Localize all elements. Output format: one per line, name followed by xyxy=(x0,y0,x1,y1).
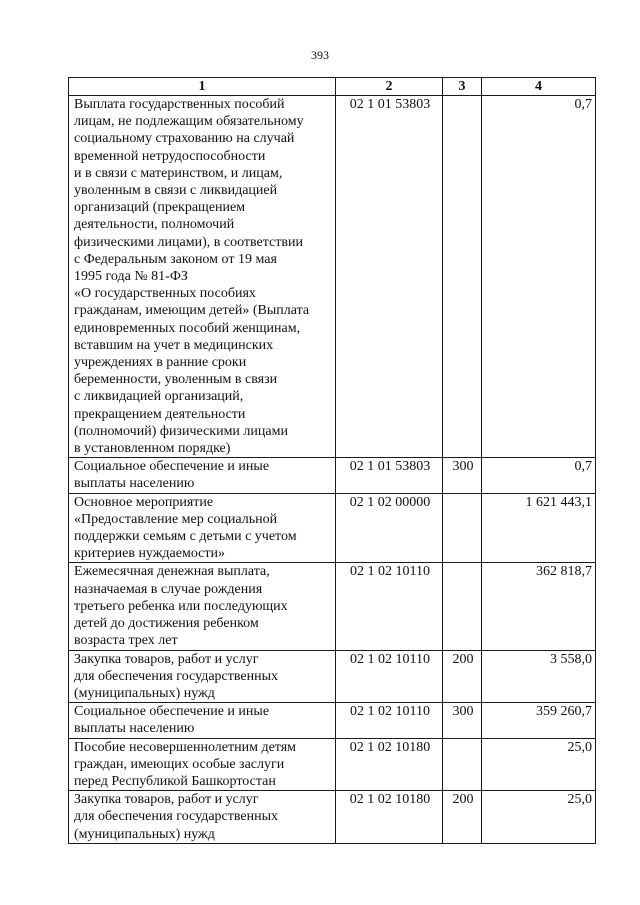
table-row xyxy=(69,738,596,791)
row-amount: 25,0 xyxy=(482,791,596,844)
row-code: 02 1 01 53803 xyxy=(336,96,443,458)
row-name: Основное мероприятие «Предоставление мер социальной поддержки семьям с детьми с учетом критериев нуждаемости» xyxy=(69,493,336,563)
row-code: 02 1 02 10110 xyxy=(336,563,443,650)
row-code: 02 1 02 10110 xyxy=(336,650,443,703)
row-amount: 359 260,7 xyxy=(482,703,596,738)
row-expense-type: 300 xyxy=(443,703,482,738)
header-col-4: 4 xyxy=(482,78,596,96)
row-amount: 0,7 xyxy=(482,458,596,493)
row-name: Выплата государственных пособий лицам, не подлежащим обязательному социальному страхованию на случай временной нетрудоспособности и в связи с материнством, и лицам, уволенным в связи с ликвидацией организаций (прекращением деятельности, полномочий физическими лицами), в соответствии с Федеральным законом от 19 мая 1995 года № 81-ФЗ «О государственных пособиях гражданам, имеющим детей» (Выплата единовременных пособий женщинам, вставшим на учет в медицинских учреждениях в ранние сроки беременности, уволенным в связи с ликвидацией организаций, прекращением деятельности (полномочий) физическими лицами в установленном порядке) xyxy=(69,96,336,458)
row-name: Закупка товаров, работ и услуг для обеспечения государственных (муниципальных) нужд xyxy=(69,791,336,844)
row-name: Ежемесячная денежная выплата, назначаемая в случае рождения третьего ребенка или последующих детей до достижения ребенком возраста трех лет xyxy=(69,563,336,650)
table-row xyxy=(69,791,596,844)
row-expense-type: 200 xyxy=(443,650,482,703)
row-amount: 362 818,7 xyxy=(482,563,596,650)
budget-table xyxy=(68,77,596,844)
page-number: 393 xyxy=(311,48,329,62)
row-name: Социальное обеспечение и иные выплаты населению xyxy=(69,458,336,493)
table-row xyxy=(69,650,596,703)
table-row xyxy=(69,493,596,563)
header-col-1: 1 xyxy=(69,78,336,96)
row-name: Закупка товаров, работ и услуг для обеспечения государственных (муниципальных) нужд xyxy=(69,650,336,703)
row-amount: 25,0 xyxy=(482,738,596,791)
table-row xyxy=(69,563,596,650)
table-row xyxy=(69,703,596,738)
row-amount: 1 621 443,1 xyxy=(482,493,596,563)
row-expense-type xyxy=(443,493,482,563)
row-expense-type: 200 xyxy=(443,791,482,844)
row-code: 02 1 02 10180 xyxy=(336,791,443,844)
header-col-3: 3 xyxy=(443,78,482,96)
row-code: 02 1 02 10180 xyxy=(336,738,443,791)
row-amount: 0,7 xyxy=(482,96,596,458)
row-expense-type xyxy=(443,96,482,458)
table-row xyxy=(69,96,596,458)
row-expense-type xyxy=(443,563,482,650)
table-header xyxy=(69,78,596,96)
row-name: Пособие несовершеннолетним детям граждан, имеющих особые заслуги перед Республикой Башкортостан xyxy=(69,738,336,791)
row-code: 02 1 02 00000 xyxy=(336,493,443,563)
header-col-2: 2 xyxy=(336,78,443,96)
table-body xyxy=(69,96,596,844)
row-expense-type xyxy=(443,738,482,791)
header-row xyxy=(69,78,596,96)
row-code: 02 1 01 53803 xyxy=(336,458,443,493)
row-amount: 3 558,0 xyxy=(482,650,596,703)
row-expense-type: 300 xyxy=(443,458,482,493)
row-name: Социальное обеспечение и иные выплаты населению xyxy=(69,703,336,738)
row-code: 02 1 02 10110 xyxy=(336,703,443,738)
table-row xyxy=(69,458,596,493)
